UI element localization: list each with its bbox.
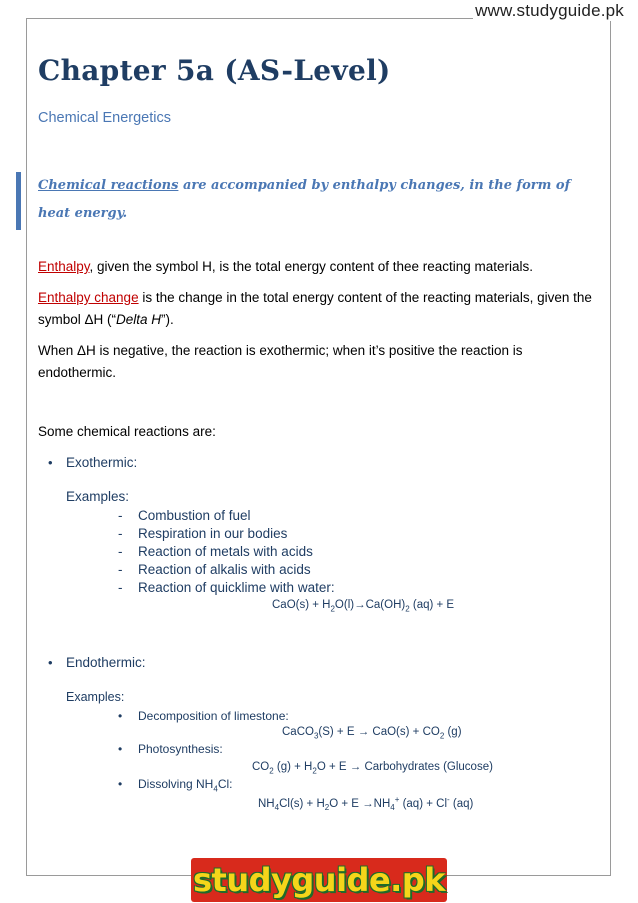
arrow-icon: →: [349, 761, 362, 773]
bullet-icon: •: [118, 777, 123, 791]
sign-note: When ΔH is negative, the reaction is exothermic; when it’s positive the reaction is endothermic.: [38, 343, 523, 380]
intro-term: Chemical reactions: [38, 178, 179, 193]
some-reactions-heading: Some chemical reactions are:: [38, 424, 216, 439]
arrow-icon: →: [357, 726, 370, 738]
bullet-icon: •: [48, 455, 53, 470]
arrow-icon: →: [362, 797, 374, 810]
enthalpy-change-term: Enthalpy change: [38, 290, 139, 305]
dissolving-item: • Dissolving $NH_4Cl$:: [118, 777, 233, 794]
arrow-icon: →: [354, 599, 366, 611]
dissolving-equation: $NH_4Cl(s) + H_2O + E \to NH_4^+$ (aq) + Cl- (aq): [258, 795, 474, 813]
photosynthesis-item: • Photosynthesis:: [118, 742, 223, 756]
intro-rest: are accompanied by enthalpy changes, in the form of heat energy.: [38, 178, 571, 221]
enthalpy-term: Enthalpy: [38, 259, 90, 274]
endothermic-heading: Endothermic:: [66, 655, 146, 670]
enthalpy-definition: [38, 256, 598, 278]
exothermic-heading: Exothermic:: [66, 455, 138, 470]
list-item: - Reaction of quicklime with water:: [118, 580, 335, 595]
list-item: - Reaction of metals with acids: [118, 544, 313, 559]
page-frame: [26, 18, 611, 876]
limestone-equation: CaCO$_3$(S) + $E \to CaO(s) + CO_2$ (g): [282, 726, 462, 741]
bullet-icon: •: [118, 709, 123, 723]
chapter-subtitle: Chemical Energetics: [38, 110, 171, 126]
enthalpy-change-close: ”).: [161, 312, 174, 327]
photosynthesis-equation: $CO_2$ $(g) + H_2O + E$ → Carbohydrates (Glucose): [252, 761, 493, 776]
exothermic-bullet: [48, 455, 137, 470]
enthalpy-change-definition: [38, 287, 598, 331]
watermark-url: www.studyguide.pk: [475, 1, 624, 20]
chapter-title: Chapter 5a (AS-Level): [38, 54, 391, 87]
endothermic-bullet: [48, 655, 146, 670]
bullet-icon: •: [118, 742, 123, 756]
side-accent-bar: [16, 172, 21, 230]
list-item: - Combustion of fuel: [118, 508, 251, 523]
list-item: - Respiration in our bodies: [118, 526, 288, 541]
list-item: - Reaction of alkalis with acids: [118, 562, 311, 577]
quicklime-equation: $CaO(s) + H_2O(l)\to Ca(OH)_2$ (aq) + E: [272, 599, 455, 614]
logo-text: studyguide.pk: [193, 861, 445, 899]
endothermic-examples-label: Examples:: [66, 690, 125, 704]
exothermic-examples-label: Examples:: [66, 489, 130, 504]
limestone-item: • Decomposition of limestone:: [118, 709, 289, 723]
intro-paragraph: [38, 172, 578, 228]
enthalpy-text: , given the symbol H, is the total energy content of thee reacting materials.: [89, 259, 534, 274]
studyguide-logo: [191, 858, 447, 902]
bullet-icon: •: [48, 655, 53, 670]
exothermic-list: [118, 507, 335, 597]
delta-h-italic: Delta H: [116, 312, 162, 327]
enthalpy-change-text: is the change in the total energy content of the reacting materials, given the symbol ΔH (“: [38, 290, 592, 327]
